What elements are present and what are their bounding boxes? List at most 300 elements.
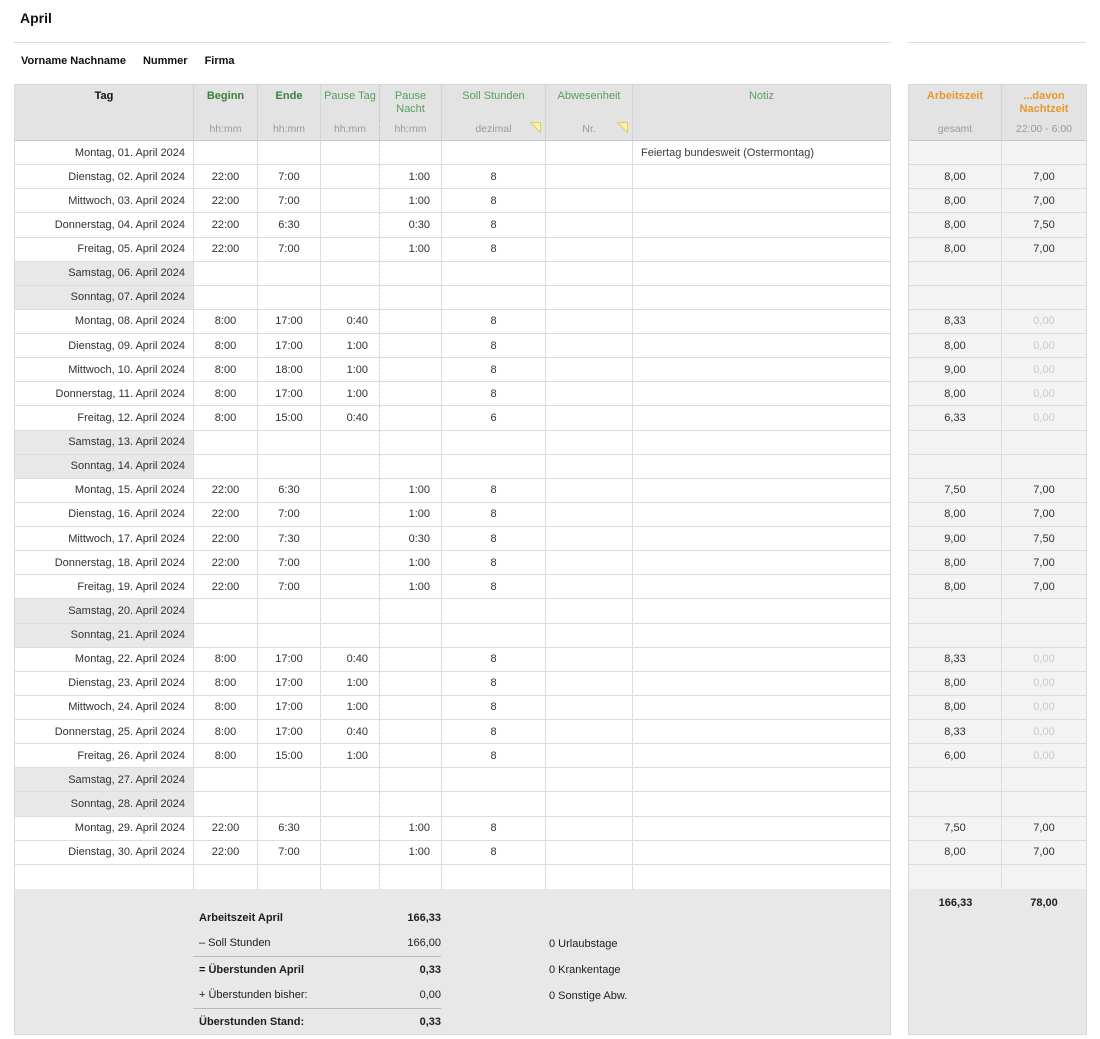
subheader-ende[interactable]: hh:mm xyxy=(258,121,321,140)
cell-nachtzeit[interactable]: 7,00 xyxy=(1002,841,1086,864)
cell-arbeitszeit[interactable]: 6,00 xyxy=(909,744,1002,767)
header-beginn[interactable]: Beginn xyxy=(194,85,258,121)
cell-notiz[interactable] xyxy=(633,672,890,695)
cell-arbeitszeit[interactable]: 8,00 xyxy=(909,165,1002,188)
cell-ende[interactable]: 17:00 xyxy=(258,720,321,743)
cell-nachtzeit[interactable] xyxy=(1002,455,1086,478)
cell-soll[interactable]: 8 xyxy=(442,382,546,405)
cell-soll[interactable] xyxy=(442,455,546,478)
cell-arbeitszeit[interactable]: 8,00 xyxy=(909,551,1002,574)
cell-notiz[interactable] xyxy=(633,744,890,767)
cell-pause-tag[interactable] xyxy=(321,599,380,622)
cell-abwesenheit[interactable] xyxy=(546,189,633,212)
cell-nachtzeit[interactable]: 0,00 xyxy=(1002,648,1086,671)
cell-soll[interactable]: 8 xyxy=(442,648,546,671)
cell-abwesenheit[interactable] xyxy=(546,503,633,526)
subheader-abwesenheit[interactable] xyxy=(546,121,633,140)
cell-ende[interactable] xyxy=(258,865,321,889)
cell-nachtzeit[interactable]: 0,00 xyxy=(1002,744,1086,767)
cell-abwesenheit[interactable] xyxy=(546,382,633,405)
cell-beginn[interactable] xyxy=(194,792,258,815)
cell-ende[interactable]: 6:30 xyxy=(258,213,321,236)
cell-abwesenheit[interactable] xyxy=(546,406,633,429)
summary-label[interactable]: Arbeitszeit April xyxy=(199,911,283,924)
cell-notiz[interactable] xyxy=(633,503,890,526)
cell-nachtzeit[interactable]: 0,00 xyxy=(1002,406,1086,429)
cell-arbeitszeit[interactable]: 8,00 xyxy=(909,696,1002,719)
cell-abwesenheit[interactable] xyxy=(546,165,633,188)
cell-ende[interactable]: 15:00 xyxy=(258,406,321,429)
cell-arbeitszeit[interactable] xyxy=(909,624,1002,647)
cell-notiz[interactable] xyxy=(633,599,890,622)
cell-pause-nacht[interactable] xyxy=(380,720,442,743)
cell-arbeitszeit[interactable]: 8,00 xyxy=(909,334,1002,357)
header-pause-nacht[interactable]: Pause Nacht xyxy=(380,85,442,121)
cell-abwesenheit[interactable] xyxy=(546,672,633,695)
cell-nachtzeit[interactable] xyxy=(1002,599,1086,622)
cell-abwesenheit[interactable] xyxy=(546,262,633,285)
subheader-tag[interactable] xyxy=(15,121,194,140)
cell-soll[interactable]: 8 xyxy=(442,672,546,695)
cell-beginn[interactable]: 22:00 xyxy=(194,551,258,574)
cell-ende[interactable] xyxy=(258,431,321,454)
subheader-soll[interactable] xyxy=(442,121,546,140)
cell-nachtzeit[interactable]: 7,00 xyxy=(1002,551,1086,574)
cell-soll[interactable]: 8 xyxy=(442,551,546,574)
header-notiz[interactable]: Notiz xyxy=(748,90,775,102)
cell-pause-nacht[interactable] xyxy=(380,455,442,478)
cell-arbeitszeit[interactable] xyxy=(909,768,1002,791)
cell-pause-tag[interactable] xyxy=(321,455,380,478)
cell-soll[interactable]: 8 xyxy=(442,238,546,261)
cell-nachtzeit[interactable]: 0,00 xyxy=(1002,696,1086,719)
cell-ende[interactable]: 17:00 xyxy=(258,334,321,357)
cell-arbeitszeit[interactable]: 8,00 xyxy=(909,382,1002,405)
cell-arbeitszeit[interactable]: 7,50 xyxy=(909,817,1002,840)
header-nachtzeit[interactable]: ...davon Nachtzeit xyxy=(1019,90,1069,115)
cell-notiz[interactable] xyxy=(633,527,890,550)
cell-pause-nacht[interactable] xyxy=(380,599,442,622)
cell-ende[interactable]: 18:00 xyxy=(258,358,321,381)
cell-beginn[interactable] xyxy=(194,262,258,285)
cell-day[interactable]: Freitag, 12. April 2024 xyxy=(15,406,194,429)
cell-notiz[interactable] xyxy=(633,479,890,502)
cell-pause-tag[interactable] xyxy=(321,165,380,188)
cell-beginn[interactable]: 22:00 xyxy=(194,165,258,188)
cell-day[interactable]: Freitag, 26. April 2024 xyxy=(15,744,194,767)
cell-ende[interactable]: 15:00 xyxy=(258,744,321,767)
cell-abwesenheit[interactable] xyxy=(546,455,633,478)
cell-arbeitszeit[interactable] xyxy=(909,865,1002,889)
cell-nachtzeit[interactable] xyxy=(1002,865,1086,889)
cell-arbeitszeit[interactable] xyxy=(909,141,1002,164)
cell-beginn[interactable] xyxy=(194,141,258,164)
cell-abwesenheit[interactable] xyxy=(546,817,633,840)
cell-abwesenheit[interactable] xyxy=(546,744,633,767)
summary-label[interactable]: – Soll Stunden xyxy=(199,937,271,950)
cell-nachtzeit[interactable] xyxy=(1002,431,1086,454)
cell-pause-tag[interactable] xyxy=(321,527,380,550)
cell-notiz[interactable] xyxy=(633,624,890,647)
cell-beginn[interactable] xyxy=(194,455,258,478)
employee-number-cell[interactable]: Nummer xyxy=(142,55,188,67)
header-tag[interactable]: Tag xyxy=(15,85,194,121)
cell-pause-tag[interactable] xyxy=(321,189,380,212)
cell-pause-nacht[interactable] xyxy=(380,406,442,429)
cell-ende[interactable]: 7:00 xyxy=(258,189,321,212)
cell-arbeitszeit[interactable]: 9,00 xyxy=(909,358,1002,381)
cell-pause-tag[interactable] xyxy=(321,624,380,647)
company-cell[interactable]: Firma xyxy=(204,55,235,67)
cell-ende[interactable]: 17:00 xyxy=(258,696,321,719)
cell-beginn[interactable] xyxy=(194,768,258,791)
cell-soll[interactable]: 8 xyxy=(442,310,546,333)
cell-abwesenheit[interactable] xyxy=(546,841,633,864)
cell-nachtzeit[interactable]: 7,00 xyxy=(1002,503,1086,526)
cell-pause-tag[interactable]: 0:40 xyxy=(321,406,380,429)
cell-arbeitszeit[interactable]: 8,00 xyxy=(909,189,1002,212)
cell-nachtzeit[interactable]: 0,00 xyxy=(1002,382,1086,405)
cell-arbeitszeit[interactable] xyxy=(909,455,1002,478)
cell-day[interactable]: Freitag, 19. April 2024 xyxy=(15,575,194,598)
cell-day[interactable]: Dienstag, 09. April 2024 xyxy=(15,334,194,357)
cell-day[interactable]: Mittwoch, 03. April 2024 xyxy=(15,189,194,212)
cell-beginn[interactable] xyxy=(194,599,258,622)
cell-notiz[interactable] xyxy=(633,792,890,815)
cell-day[interactable]: Dienstag, 23. April 2024 xyxy=(15,672,194,695)
cell-pause-nacht[interactable] xyxy=(380,648,442,671)
cell-notiz[interactable] xyxy=(633,165,890,188)
cell-pause-nacht[interactable]: 1:00 xyxy=(380,503,442,526)
cell-beginn[interactable]: 8:00 xyxy=(194,334,258,357)
cell-beginn[interactable]: 22:00 xyxy=(194,527,258,550)
cell-arbeitszeit[interactable] xyxy=(909,792,1002,815)
cell-nachtzeit[interactable] xyxy=(1002,141,1086,164)
cell-soll[interactable]: 8 xyxy=(442,358,546,381)
cell-abwesenheit[interactable] xyxy=(546,527,633,550)
cell-nachtzeit[interactable]: 7,00 xyxy=(1002,479,1086,502)
cell-nachtzeit[interactable] xyxy=(1002,286,1086,309)
employee-name-cell[interactable]: Vorname Nachname xyxy=(21,55,126,67)
cell-nachtzeit[interactable] xyxy=(1002,624,1086,647)
summary-label[interactable]: = Überstunden April xyxy=(199,963,305,976)
cell-ende[interactable]: 6:30 xyxy=(258,817,321,840)
cell-ende[interactable]: 17:00 xyxy=(258,648,321,671)
cell-pause-nacht[interactable] xyxy=(380,768,442,791)
cell-day[interactable]: Samstag, 27. April 2024 xyxy=(15,768,194,791)
cell-abwesenheit[interactable] xyxy=(546,768,633,791)
summary-side-note[interactable]: 0 Urlaubstage xyxy=(549,937,618,950)
cell-ende[interactable] xyxy=(258,141,321,164)
cell-soll[interactable] xyxy=(442,599,546,622)
cell-pause-tag[interactable]: 0:40 xyxy=(321,648,380,671)
cell-ende[interactable]: 17:00 xyxy=(258,672,321,695)
cell-pause-nacht[interactable] xyxy=(380,141,442,164)
cell-beginn[interactable]: 8:00 xyxy=(194,358,258,381)
cell-soll[interactable]: 8 xyxy=(442,334,546,357)
cell-soll[interactable] xyxy=(442,768,546,791)
cell-pause-nacht[interactable] xyxy=(380,865,442,889)
cell-day[interactable]: Samstag, 20. April 2024 xyxy=(15,599,194,622)
cell-pause-tag[interactable] xyxy=(321,865,380,889)
cell-ende[interactable] xyxy=(258,599,321,622)
cell-abwesenheit[interactable] xyxy=(546,865,633,889)
cell-nachtzeit[interactable]: 7,00 xyxy=(1002,575,1086,598)
cell-soll[interactable]: 8 xyxy=(442,841,546,864)
cell-abwesenheit[interactable] xyxy=(546,696,633,719)
cell-nachtzeit[interactable]: 7,50 xyxy=(1002,527,1086,550)
cell-day[interactable]: Donnerstag, 18. April 2024 xyxy=(15,551,194,574)
cell-beginn[interactable]: 8:00 xyxy=(194,672,258,695)
cell-notiz[interactable] xyxy=(633,262,890,285)
header-soll-stunden[interactable]: Soll Stunden xyxy=(442,85,546,121)
cell-pause-tag[interactable] xyxy=(321,841,380,864)
header-abwesenheit[interactable]: Abwesenheit xyxy=(546,85,633,121)
cell-day[interactable]: Montag, 01. April 2024 xyxy=(15,141,194,164)
cell-pause-nacht[interactable] xyxy=(380,744,442,767)
cell-pause-nacht[interactable]: 0:30 xyxy=(380,527,442,550)
cell-arbeitszeit[interactable]: 7,50 xyxy=(909,479,1002,502)
cell-arbeitszeit[interactable]: 8,00 xyxy=(909,238,1002,261)
cell-notiz[interactable] xyxy=(633,696,890,719)
cell-abwesenheit[interactable] xyxy=(546,624,633,647)
cell-notiz[interactable] xyxy=(633,382,890,405)
cell-day[interactable]: Sonntag, 28. April 2024 xyxy=(15,792,194,815)
cell-nachtzeit[interactable]: 0,00 xyxy=(1002,310,1086,333)
cell-arbeitszeit[interactable]: 8,33 xyxy=(909,310,1002,333)
cell-arbeitszeit[interactable]: 6,33 xyxy=(909,406,1002,429)
cell-arbeitszeit[interactable]: 8,00 xyxy=(909,503,1002,526)
cell-beginn[interactable]: 22:00 xyxy=(194,503,258,526)
cell-nachtzeit[interactable] xyxy=(1002,768,1086,791)
cell-notiz[interactable] xyxy=(633,817,890,840)
cell-soll[interactable]: 8 xyxy=(442,165,546,188)
cell-arbeitszeit[interactable]: 8,33 xyxy=(909,648,1002,671)
cell-day[interactable]: Sonntag, 21. April 2024 xyxy=(15,624,194,647)
cell-pause-nacht[interactable] xyxy=(380,358,442,381)
cell-beginn[interactable]: 22:00 xyxy=(194,213,258,236)
cell-abwesenheit[interactable] xyxy=(546,479,633,502)
cell-nachtzeit[interactable]: 0,00 xyxy=(1002,672,1086,695)
cell-notiz[interactable] xyxy=(633,720,890,743)
cell-day[interactable]: Montag, 22. April 2024 xyxy=(15,648,194,671)
subheader-notiz[interactable] xyxy=(633,121,890,140)
cell-soll[interactable]: 8 xyxy=(442,696,546,719)
cell-day[interactable]: Samstag, 13. April 2024 xyxy=(15,431,194,454)
cell-day[interactable]: Montag, 08. April 2024 xyxy=(15,310,194,333)
cell-abwesenheit[interactable] xyxy=(546,551,633,574)
subheader-nacht-range[interactable]: 22:00 - 6:00 xyxy=(1015,123,1073,135)
cell-beginn[interactable]: 8:00 xyxy=(194,744,258,767)
cell-ende[interactable]: 17:00 xyxy=(258,382,321,405)
cell-arbeitszeit[interactable] xyxy=(909,286,1002,309)
cell-day[interactable]: Mittwoch, 17. April 2024 xyxy=(15,527,194,550)
cell-nachtzeit[interactable]: 7,00 xyxy=(1002,817,1086,840)
cell-day[interactable]: Donnerstag, 25. April 2024 xyxy=(15,720,194,743)
cell-soll[interactable] xyxy=(442,262,546,285)
cell-beginn[interactable]: 22:00 xyxy=(194,817,258,840)
summary-value[interactable]: 166,33 xyxy=(407,911,441,924)
cell-day[interactable]: Dienstag, 02. April 2024 xyxy=(15,165,194,188)
cell-notiz[interactable]: Feiertag bundesweit (Ostermontag) xyxy=(641,146,815,159)
cell-beginn[interactable]: 22:00 xyxy=(194,841,258,864)
cell-nachtzeit[interactable]: 7,50 xyxy=(1002,213,1086,236)
summary-value[interactable]: 166,00 xyxy=(407,937,441,950)
cell-soll[interactable] xyxy=(442,865,546,889)
cell-notiz[interactable] xyxy=(633,648,890,671)
cell-ende[interactable]: 7:00 xyxy=(258,551,321,574)
cell-ende[interactable] xyxy=(258,624,321,647)
cell-abwesenheit[interactable] xyxy=(546,238,633,261)
cell-pause-nacht[interactable] xyxy=(380,286,442,309)
cell-arbeitszeit[interactable] xyxy=(909,431,1002,454)
summary-side-note[interactable]: 0 Sonstige Abw. xyxy=(549,989,628,1002)
cell-notiz[interactable] xyxy=(633,865,890,889)
cell-soll[interactable]: 8 xyxy=(442,479,546,502)
cell-ende[interactable] xyxy=(258,286,321,309)
cell-beginn[interactable]: 22:00 xyxy=(194,189,258,212)
cell-day[interactable]: Donnerstag, 11. April 2024 xyxy=(15,382,194,405)
cell-notiz[interactable] xyxy=(633,358,890,381)
cell-arbeitszeit[interactable]: 8,33 xyxy=(909,720,1002,743)
total-arbeitszeit-cell[interactable]: 166,33 xyxy=(938,896,973,909)
cell-ende[interactable]: 7:00 xyxy=(258,165,321,188)
cell-pause-tag[interactable] xyxy=(321,792,380,815)
cell-beginn[interactable]: 8:00 xyxy=(194,648,258,671)
cell-beginn[interactable]: 22:00 xyxy=(194,575,258,598)
cell-pause-nacht[interactable] xyxy=(380,310,442,333)
cell-soll[interactable]: 8 xyxy=(442,575,546,598)
cell-soll[interactable]: 8 xyxy=(442,503,546,526)
cell-notiz[interactable] xyxy=(633,431,890,454)
header-pause-tag[interactable]: Pause Tag xyxy=(321,85,380,121)
cell-arbeitszeit[interactable] xyxy=(909,262,1002,285)
cell-day[interactable]: Freitag, 05. April 2024 xyxy=(15,238,194,261)
cell-beginn[interactable]: 22:00 xyxy=(194,479,258,502)
cell-pause-tag[interactable] xyxy=(321,141,380,164)
cell-nachtzeit[interactable]: 0,00 xyxy=(1002,720,1086,743)
cell-pause-tag[interactable] xyxy=(321,238,380,261)
cell-beginn[interactable]: 22:00 xyxy=(194,238,258,261)
cell-day[interactable]: Sonntag, 14. April 2024 xyxy=(15,455,194,478)
cell-pause-nacht[interactable]: 1:00 xyxy=(380,551,442,574)
cell-pause-nacht[interactable] xyxy=(380,431,442,454)
cell-pause-nacht[interactable]: 0:30 xyxy=(380,213,442,236)
cell-pause-nacht[interactable]: 1:00 xyxy=(380,817,442,840)
cell-ende[interactable]: 7:00 xyxy=(258,238,321,261)
cell-soll[interactable]: 8 xyxy=(442,817,546,840)
cell-beginn[interactable]: 8:00 xyxy=(194,382,258,405)
cell-soll[interactable]: 8 xyxy=(442,213,546,236)
cell-abwesenheit[interactable] xyxy=(546,286,633,309)
cell-notiz[interactable] xyxy=(633,841,890,864)
cell-pause-nacht[interactable] xyxy=(380,792,442,815)
cell-arbeitszeit[interactable] xyxy=(909,599,1002,622)
total-nachtzeit-cell[interactable]: 78,00 xyxy=(1030,896,1058,909)
cell-pause-nacht[interactable] xyxy=(380,672,442,695)
cell-ende[interactable] xyxy=(258,792,321,815)
cell-abwesenheit[interactable] xyxy=(546,648,633,671)
sheet-title[interactable]: April xyxy=(20,10,52,26)
cell-pause-tag[interactable]: 1:00 xyxy=(321,358,380,381)
cell-beginn[interactable] xyxy=(194,431,258,454)
cell-day[interactable]: Sonntag, 07. April 2024 xyxy=(15,286,194,309)
summary-label[interactable]: Überstunden Stand: xyxy=(199,1015,305,1028)
cell-pause-tag[interactable] xyxy=(321,262,380,285)
cell-pause-nacht[interactable]: 1:00 xyxy=(380,238,442,261)
cell-soll[interactable]: 8 xyxy=(442,189,546,212)
cell-pause-tag[interactable] xyxy=(321,551,380,574)
cell-beginn[interactable] xyxy=(194,865,258,889)
summary-label[interactable]: + Überstunden bisher: xyxy=(199,989,308,1002)
cell-nachtzeit[interactable]: 0,00 xyxy=(1002,334,1086,357)
cell-notiz[interactable] xyxy=(633,406,890,429)
cell-pause-nacht[interactable] xyxy=(380,624,442,647)
cell-day[interactable]: Montag, 29. April 2024 xyxy=(15,817,194,840)
summary-side-note[interactable]: 0 Krankentage xyxy=(549,963,621,976)
cell-beginn[interactable]: 8:00 xyxy=(194,310,258,333)
cell-pause-tag[interactable] xyxy=(321,286,380,309)
cell-abwesenheit[interactable] xyxy=(546,720,633,743)
cell-abwesenheit[interactable] xyxy=(546,792,633,815)
cell-nachtzeit[interactable]: 0,00 xyxy=(1002,358,1086,381)
cell-pause-tag[interactable] xyxy=(321,503,380,526)
cell-abwesenheit[interactable] xyxy=(546,599,633,622)
cell-day[interactable]: Mittwoch, 10. April 2024 xyxy=(15,358,194,381)
cell-beginn[interactable] xyxy=(194,286,258,309)
cell-abwesenheit[interactable] xyxy=(546,431,633,454)
cell-notiz[interactable] xyxy=(633,575,890,598)
subheader-beginn[interactable]: hh:mm xyxy=(194,121,258,140)
cell-notiz[interactable] xyxy=(633,286,890,309)
cell-abwesenheit[interactable] xyxy=(546,358,633,381)
cell-pause-nacht[interactable]: 1:00 xyxy=(380,841,442,864)
cell-notiz[interactable] xyxy=(633,310,890,333)
cell-day[interactable] xyxy=(15,865,194,889)
cell-arbeitszeit[interactable]: 9,00 xyxy=(909,527,1002,550)
cell-beginn[interactable] xyxy=(194,624,258,647)
header-arbeitszeit[interactable]: Arbeitszeit xyxy=(909,85,1002,121)
cell-notiz[interactable] xyxy=(633,551,890,574)
cell-pause-tag[interactable] xyxy=(321,768,380,791)
cell-pause-tag[interactable]: 0:40 xyxy=(321,720,380,743)
cell-soll[interactable]: 8 xyxy=(442,720,546,743)
summary-value[interactable]: 0,33 xyxy=(419,963,441,976)
summary-value[interactable]: 0,00 xyxy=(419,989,441,1002)
cell-notiz[interactable] xyxy=(633,455,890,478)
cell-pause-tag[interactable]: 0:40 xyxy=(321,310,380,333)
cell-ende[interactable]: 7:00 xyxy=(258,503,321,526)
cell-pause-nacht[interactable]: 1:00 xyxy=(380,165,442,188)
cell-nachtzeit[interactable]: 7,00 xyxy=(1002,165,1086,188)
cell-abwesenheit[interactable] xyxy=(546,310,633,333)
cell-soll[interactable] xyxy=(442,624,546,647)
cell-pause-tag[interactable] xyxy=(321,575,380,598)
cell-notiz[interactable] xyxy=(633,334,890,357)
cell-ende[interactable]: 17:00 xyxy=(258,310,321,333)
cell-ende[interactable] xyxy=(258,262,321,285)
cell-notiz[interactable] xyxy=(633,189,890,212)
cell-soll[interactable] xyxy=(442,286,546,309)
cell-soll[interactable]: 8 xyxy=(442,744,546,767)
cell-soll[interactable]: 6 xyxy=(442,406,546,429)
cell-abwesenheit[interactable] xyxy=(546,334,633,357)
cell-nachtzeit[interactable] xyxy=(1002,262,1086,285)
cell-nachtzeit[interactable]: 7,00 xyxy=(1002,189,1086,212)
cell-pause-tag[interactable] xyxy=(321,479,380,502)
cell-pause-tag[interactable]: 1:00 xyxy=(321,382,380,405)
cell-soll[interactable] xyxy=(442,792,546,815)
